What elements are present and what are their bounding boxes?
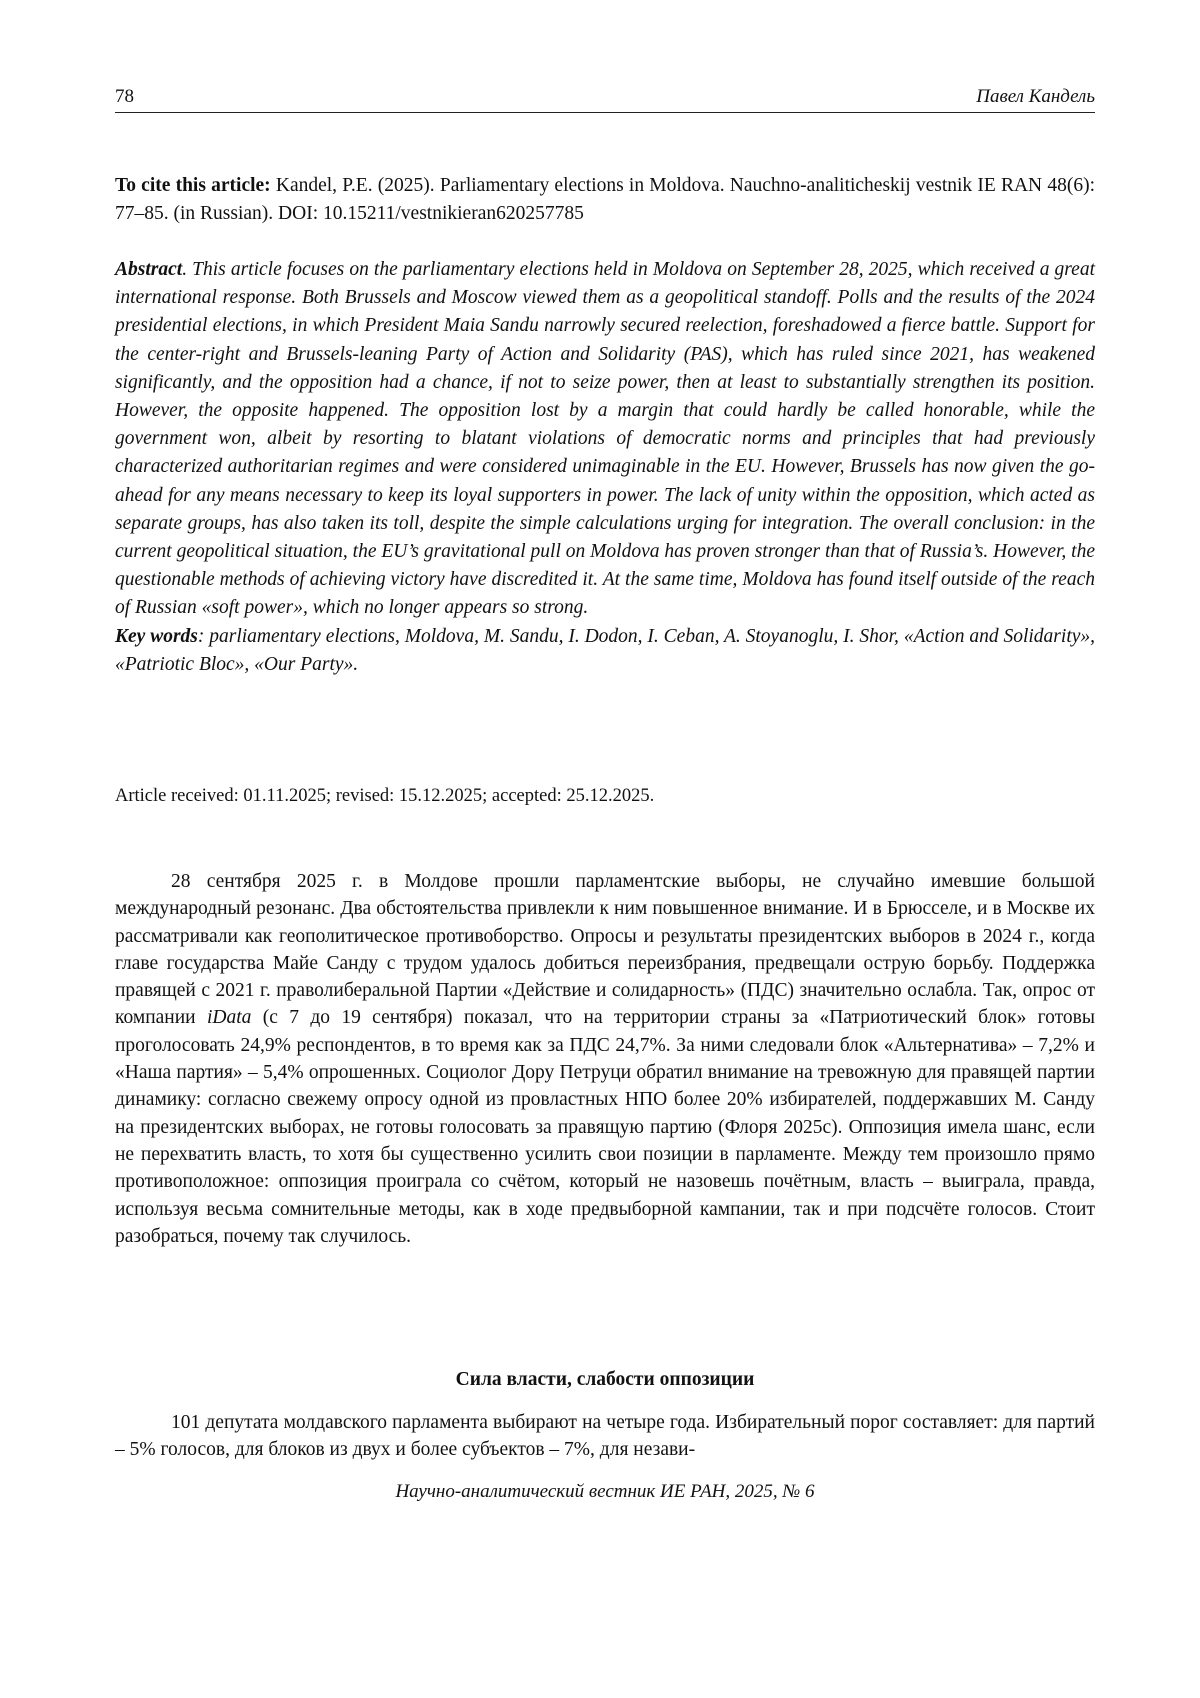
citation <box>115 172 1095 228</box>
article-dates: Article received: 01.11.2025; revised: 15.12.2025; accepted: 25.12.2025. <box>115 786 655 806</box>
running-author: Павел Кандель <box>976 86 1095 107</box>
citation-text: Kandel, P.E. (2025). Parliamentary elections in Moldova. Nauchno-analiticheskij vestnik IE RAN 48(6): 77–85. (in Russian). DOI: 10.15211/vestnikieran620257785 <box>115 175 1095 224</box>
body-paragraph-2: 101 депутата молдавского парламента выбирают на четыре года. Избирательный порог составляет: для партий – 5% голосов, для блоков из двух и более субъектов – 7%, для незави- <box>115 1412 1095 1461</box>
running-header <box>115 86 1095 113</box>
page-number: 78 <box>115 86 134 107</box>
body-paragraph-1 <box>115 868 1095 1250</box>
keywords-text: : parliamentary elections, Moldova, M. Sandu, I. Dodon, I. Ceban, A. Stoyanoglu, I. Shor, «Action and Solidarity», «Patriotic Bloc», «Our Party». <box>115 625 1096 675</box>
section-heading: Сила власти, слабости оппозиции <box>455 1369 755 1390</box>
paragraph-1-part-b: (с 7 до 19 сентября) показал, что на территории страны за «Патриотический блок» готовы проголосовать 24,9% респондентов, в то время как за ПДС 24,7%. За ними следовали блок «Альтернатива» – 7,2% и «Наша партия» – 5,4% опрошенных. Социолог Дору Петруци обратил внимание на тревожную для правящей партии динамику: согласно свежему опросу одной из провластных НПО более 20% избирателей, поддержавших М. Санду на президентских выборах, не готовы голосовать за правящую партию (Флоря 2025c). Оппозиция имела шанс, если не перехватить власть, то хотя бы существенно усилить свои позиции в парламенте. Между тем произошло прямо противоположное: оппозиция проиграла со счётом, который не назовешь почётным, власть – выиграла, правда, используя весьма сомнительные методы, как в ходе предвыборной кампании, так и при подсчёте голосов. Стоит разобраться, почему так случилось. <box>115 1007 1095 1247</box>
journal-page <box>115 0 1095 1698</box>
journal-footer: Научно-аналитический вестник ИЕ РАН, 2025, № 6 <box>395 1481 815 1502</box>
poll-company-name: iData <box>206 1007 252 1029</box>
keywords-label: Key words <box>115 625 198 647</box>
abstract-text: . This article focuses on the parliamentary elections held in Moldova on September 28, 2025, which received a great international response. Both Brussels and Moscow viewed them as a geopolitical standoff. Polls and the results of the 2024 presidential elections, in which President Maia Sandu narrowly secured reelection, foreshadowed a fierce battle. Support for the center-right and Brussels-leaning Party of Action and Solidarity (PAS), which has ruled since 2021, has weakened significantly, and the opposition had a chance, if not to seize power, then at least to substantially strengthen its position. However, the opposite happened. The opposition lost by a margin that could hardly be called honorable, while the government won, albeit by resorting to blatant violations of democratic norms and principles that had previously characterized authoritarian regimes and were considered unimaginable in the EU. However, Brussels has now given the go-ahead for any means necessary to keep its loyal supporters in power. The lack of unity within the opposition, which acted as separate groups, has also taken its toll, despite the simple calculations urging for integration. The overall conclusion: in the current geopolitical situation, the EU’s gravitational pull on Moldova has proven stronger than that of Russia’s. However, the questionable methods of achieving victory have discredited it. At the same time, Moldova has found itself outside of the reach of Russian «soft power», which no longer appears so strong. <box>115 259 1095 619</box>
abstract <box>115 256 1095 679</box>
paragraph-1-part-a: 28 сентября 2025 г. в Молдове прошли парламентские выборы, не случайно имевшие большой международный резонанс. Два обстоятельства привлекли к ним повышенное внимание. И в Брюсселе, и в Москве их рассматривали как геополитическое противоборство. Опросы и результаты президентских выборов в 2024 г., когда главе государства Майе Санду с трудом удалось добиться переизбрания, предвещали острую борьбу. Поддержка правящей с 2021 г. праволиберальной Партии «Действие и солидарность» (ПДС) значительно ослабла. Так, опрос от компании <box>115 871 1095 1029</box>
abstract-label: Abstract <box>115 259 183 280</box>
citation-label: To cite this article: <box>115 175 271 196</box>
